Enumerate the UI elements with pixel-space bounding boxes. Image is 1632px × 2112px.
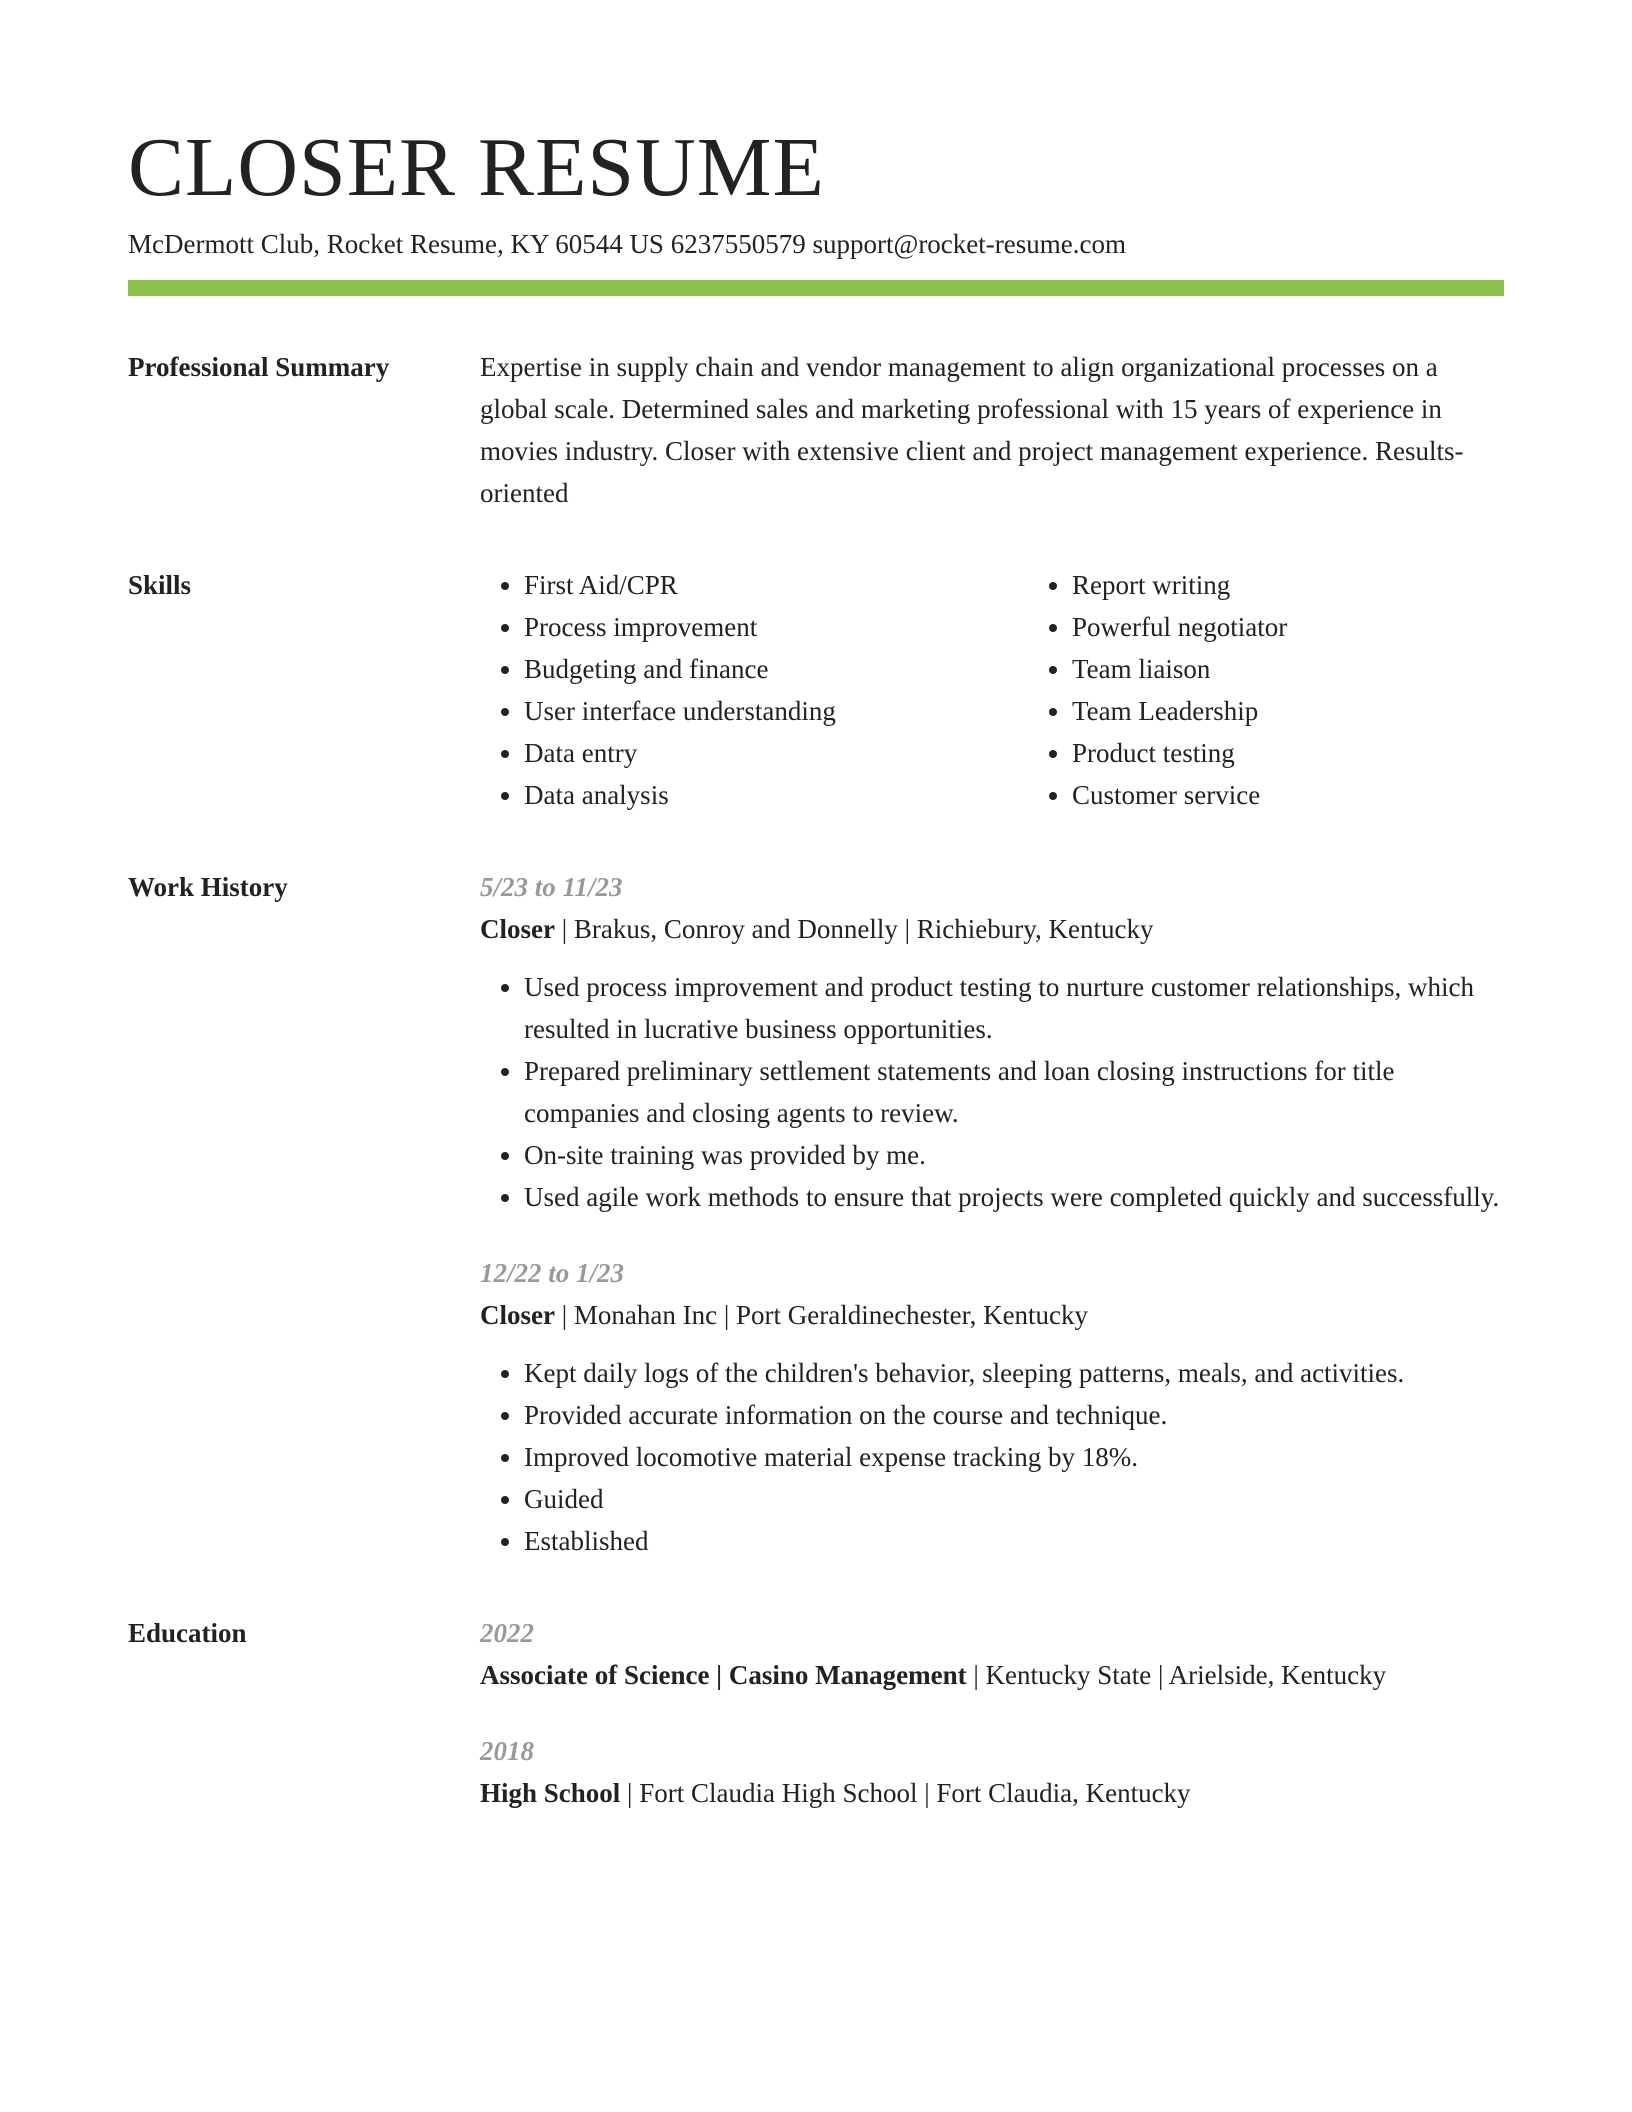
job-bullet: • Used process improvement and product testing to nurture customer relationships, which resulted in lucrative business opportunities. <box>524 966 1504 1050</box>
skill-item: • Powerful negotiator <box>1072 606 1576 648</box>
job-bullet: • Kept daily logs of the children's behavior, sleeping patterns, meals, and activities. <box>524 1352 1504 1394</box>
resume-page <box>128 120 1504 1814</box>
summary-text: Expertise in supply chain and vendor management to align organizational processes on a global scale. Determined sales and marketing professional with 15 years of experience in movies industry. Closer with extensive client and project management experience. Results-oriented <box>480 352 1464 508</box>
skill-item: • Process improvement <box>524 606 1028 648</box>
skills-list-left <box>480 564 1028 816</box>
job-role-line <box>480 908 1504 950</box>
education-line <box>480 1654 1504 1696</box>
summary-section <box>128 346 1504 514</box>
education-entry <box>480 1612 1504 1696</box>
job-title: Closer <box>480 914 555 944</box>
job-dates: 12/22 to 1/23 <box>480 1258 625 1288</box>
job-bullet: • Guided <box>524 1478 1504 1520</box>
education-degree: Associate of Science | Casino Management <box>480 1660 967 1690</box>
job-bullets <box>480 1352 1504 1562</box>
skill-item: • Budgeting and finance <box>524 648 1028 690</box>
skill-item: • First Aid/CPR <box>524 564 1028 606</box>
job-entry <box>480 1252 1504 1562</box>
job-details: | Monahan Inc | Port Geraldinechester, Kentucky <box>554 1300 1089 1330</box>
education-details: | Kentucky State | Arielside, Kentucky <box>966 1660 1387 1690</box>
contact-line: McDermott Club, Rocket Resume, KY 60544 US 6237550579 support@rocket-resume.com <box>128 229 1126 259</box>
job-bullets <box>480 966 1504 1218</box>
job-bullet: • Improved locomotive material expense tracking by 18%. <box>524 1436 1504 1478</box>
skill-item: • Customer service <box>1072 774 1576 816</box>
skills-heading: Skills <box>128 570 192 600</box>
work-history-section <box>128 866 1504 1562</box>
education-details: | Fort Claudia High School | Fort Claudia, Kentucky <box>620 1778 1191 1808</box>
education-section <box>128 1612 1504 1814</box>
education-degree: High School <box>480 1778 621 1808</box>
resume-title: CLOSER RESUME <box>128 121 825 214</box>
education-line <box>480 1772 1504 1814</box>
job-dates: 5/23 to 11/23 <box>480 872 623 902</box>
skill-item: • User interface understanding <box>524 690 1028 732</box>
job-bullet: • On-site training was provided by me. <box>524 1134 1504 1176</box>
skill-item: • Data entry <box>524 732 1028 774</box>
job-title: Closer <box>480 1300 555 1330</box>
accent-divider <box>128 280 1504 296</box>
skill-item: • Product testing <box>1072 732 1576 774</box>
skill-item: • Team liaison <box>1072 648 1576 690</box>
job-entry <box>480 866 1504 1218</box>
skill-item: • Report writing <box>1072 564 1576 606</box>
skills-list-right <box>1028 564 1576 816</box>
job-role-line <box>480 1294 1504 1336</box>
job-details: | Brakus, Conroy and Donnelly | Richiebury, Kentucky <box>554 914 1154 944</box>
skills-section <box>128 564 1504 816</box>
job-bullet: • Provided accurate information on the course and technique. <box>524 1394 1504 1436</box>
skill-item: • Data analysis <box>524 774 1028 816</box>
skill-item: • Team Leadership <box>1072 690 1576 732</box>
job-bullet: • Used agile work methods to ensure that projects were completed quickly and successfully. <box>524 1176 1504 1218</box>
education-year: 2022 <box>480 1618 534 1648</box>
work-history-heading: Work History <box>128 872 288 902</box>
education-entry <box>480 1730 1504 1814</box>
job-bullet: • Established <box>524 1520 1504 1562</box>
job-bullet: • Prepared preliminary settlement statements and loan closing instructions for title companies and closing agents to review. <box>524 1050 1504 1134</box>
education-heading: Education <box>128 1618 247 1648</box>
education-year: 2018 <box>480 1736 534 1766</box>
summary-heading: Professional Summary <box>128 352 390 382</box>
